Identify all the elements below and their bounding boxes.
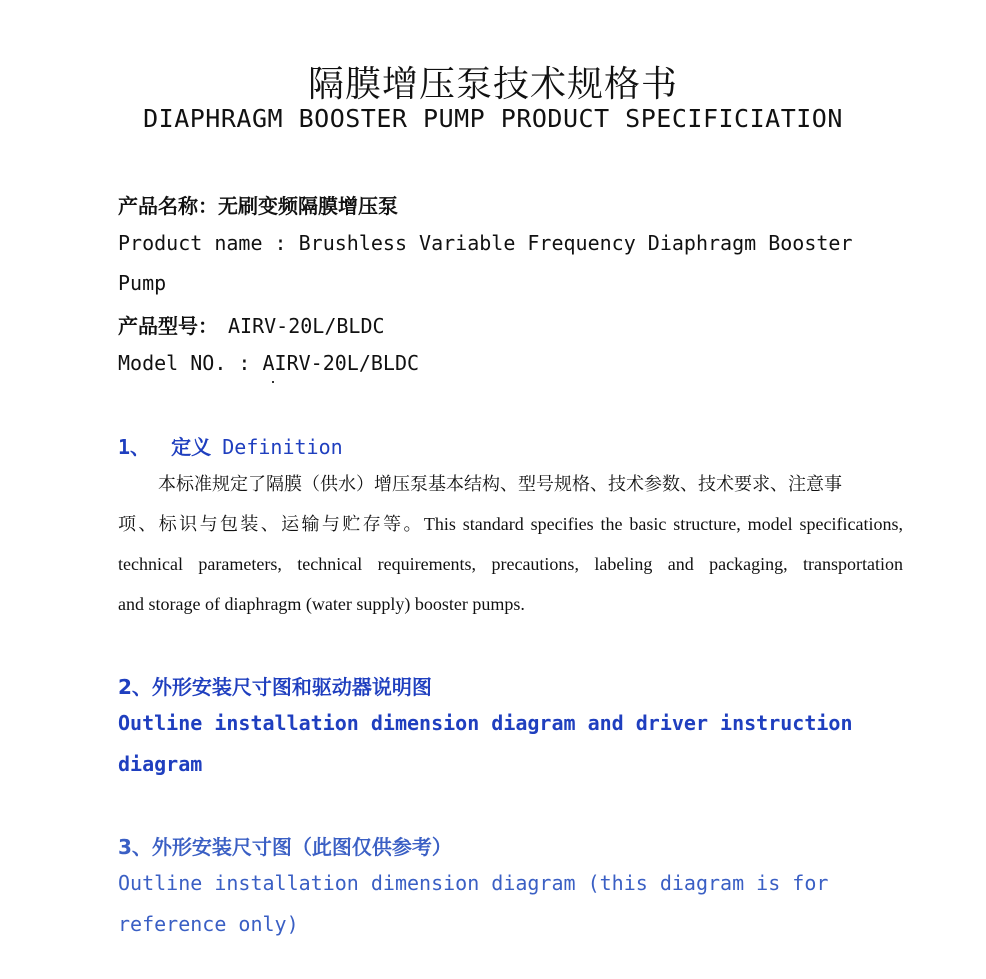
section2-heading-en-line2: diagram [118, 752, 203, 776]
model-en: Model NO. : AIRV-20L/BLDC [118, 351, 420, 375]
section1-para-line3: technical parameters, technical requirements, precautions, labeling and packaging, transportation [118, 554, 903, 574]
product-name-cn-value: 无刷变频隔膜增压泵 [218, 194, 398, 218]
product-name-cn [118, 190, 398, 219]
section1-number: 1、 [118, 435, 151, 459]
stray-dot [272, 381, 274, 383]
model-cn [118, 310, 385, 339]
product-name-en-line2: Pump [118, 271, 167, 295]
section3-heading-cn: 3、外形安装尺寸图（此图仅供参考） [118, 835, 452, 859]
section1-para-line2: 项、标识与包装、运输与贮存等。This standard specifies the basic structure, model specifications, [118, 514, 903, 534]
title-chinese: 隔膜增压泵技术规格书 [307, 64, 678, 105]
model-cn-value: AIRV-20L/BLDC [228, 314, 385, 338]
model-cn-label: 产品型号： [118, 314, 218, 338]
section1-para-line1: 本标准规定了隔膜（供水）增压泵基本结构、型号规格、技术参数、技术要求、注意事 [158, 474, 842, 494]
section2-heading-en-line1: Outline installation dimension diagram and driver instruction [118, 711, 853, 735]
section1-heading-cn: 定义 [171, 435, 212, 459]
product-name-en-line1: Product name : Brushless Variable Frequency Diaphragm Booster [118, 231, 853, 255]
section1-para-line4: and storage of diaphragm (water supply) booster pumps. [118, 594, 525, 614]
section1-heading-en: Definition [222, 435, 343, 459]
product-name-cn-label: 产品名称： [118, 194, 218, 218]
section3-heading-en-line1: Outline installation dimension diagram (this diagram is for [118, 871, 829, 895]
section3-heading-en-line2: reference only) [118, 912, 299, 936]
section2-heading-cn: 2、外形安装尺寸图和驱动器说明图 [118, 675, 432, 699]
title-english: DIAPHRAGM BOOSTER PUMP PRODUCT SPECIFICIATION [143, 104, 843, 133]
section1-heading [118, 431, 343, 460]
